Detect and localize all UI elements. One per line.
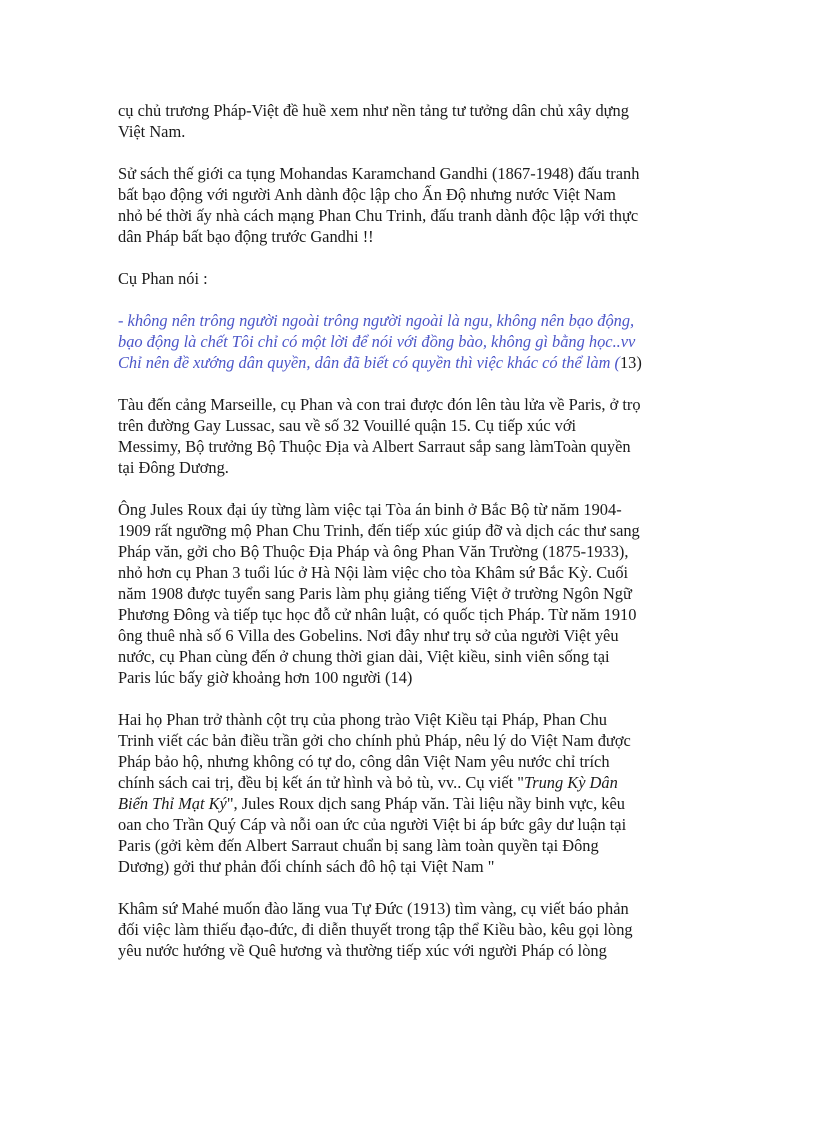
footnote-ref: 13) bbox=[619, 353, 642, 372]
quote-line: - không nên trông người ngoài trông người ngoài là ngu, không nên bạo động, bbox=[118, 311, 635, 330]
work-title: Trung Kỳ Dân bbox=[523, 773, 618, 792]
paragraph-7 bbox=[118, 709, 718, 877]
quote-text: Chỉ nên đề xướng dân quyền, dân đã biết có quyền thì việc khác có thể làm ( bbox=[118, 353, 620, 372]
text-line: trên đường Gay Lussac, sau về số 32 Vouillé quận 15. Cụ tiếp xúc với bbox=[118, 416, 577, 435]
text-line: Pháp bảo hộ, nhưng không có tự do, công dân Việt Nam yêu nước chỉ trích bbox=[118, 752, 610, 771]
text-line: cụ chủ trương Pháp-Việt đề huề xem như nền tảng tư tưởng dân chủ xây dựng bbox=[118, 101, 629, 120]
text-line: Cụ Phan nói : bbox=[118, 269, 208, 288]
quote-paragraph bbox=[118, 310, 718, 373]
paragraph-3 bbox=[118, 268, 718, 289]
text-line: nước, cụ Phan cùng đến ở chung thời gian dài, Việt kiều, sinh viên sống tại bbox=[118, 647, 610, 666]
text-line: dân Pháp bất bạo động trước Gandhi !! bbox=[118, 227, 374, 246]
text-line: bất bạo động với người Anh dành độc lập cho Ấn Độ nhưng nước Việt Nam bbox=[118, 185, 616, 204]
text-line: Sử sách thế giới ca tụng Mohandas Karamchand Gandhi (1867-1948) đấu tranh bbox=[118, 164, 640, 183]
quote-line: bạo động là chết Tôi chỉ có một lời để nói với đồng bào, không gì bằng học..vv bbox=[118, 332, 636, 351]
text-line-with-title bbox=[118, 772, 718, 793]
text-segment: chính sách cai trị, đều bị kết án tử hình và bỏ tù, vv.. Cụ viết " bbox=[118, 773, 524, 792]
text-line: tại Đông Dương. bbox=[118, 458, 229, 477]
text-line: Hai họ Phan trở thành cột trụ của phong trào Việt Kiều tại Pháp, Phan Chu bbox=[118, 710, 607, 729]
text-line: ông thuê nhà số 6 Villa des Gobelins. Nơi đây như trụ sở của người Việt yêu bbox=[118, 626, 619, 645]
paragraph-1 bbox=[118, 100, 718, 142]
paragraph-8 bbox=[118, 898, 718, 961]
document-page bbox=[118, 100, 718, 982]
text-line: Việt Nam. bbox=[118, 122, 186, 141]
paragraph-2 bbox=[118, 163, 718, 247]
text-line: Dương) gởi thư phản đối chính sách đô hộ tại Việt Nam " bbox=[118, 857, 495, 876]
text-line: Ông Jules Roux đại úy từng làm việc tại Tòa án binh ở Bắc Bộ từ năm 1904- bbox=[118, 500, 622, 519]
paragraph-6 bbox=[118, 499, 718, 688]
text-line: Paris (gởi kèm đến Albert Sarraut chuẩn bị sang làm toàn quyền tại Đông bbox=[118, 836, 599, 855]
text-line: Trinh viết các bản điều trần gởi cho chính phủ Pháp, nêu lý do Việt Nam được bbox=[118, 731, 631, 750]
text-line: Tàu đến cảng Marseille, cụ Phan và con trai được đón lên tàu lửa về Paris, ở trọ bbox=[118, 395, 641, 414]
text-line: Pháp văn, gởi cho Bộ Thuộc Địa Pháp và ông Phan Văn Trường (1875-1933), bbox=[118, 542, 629, 561]
text-line: nhỏ hơn cụ Phan 3 tuổi lúc ở Hà Nội làm việc cho tòa Khâm sứ Bắc Kỳ. Cuối bbox=[118, 563, 629, 582]
paragraph-5 bbox=[118, 394, 718, 478]
text-line: oan cho Trần Quý Cáp và nỗi oan ức của người Việt bi áp bức gây dư luận tại bbox=[118, 815, 627, 834]
text-line: Paris lúc bấy giờ khoảng hơn 100 người (14) bbox=[118, 668, 413, 687]
text-line: năm 1908 được tuyển sang Paris làm phụ giảng tiếng Việt ở trường Ngôn Ngữ bbox=[118, 584, 632, 603]
text-line: nhỏ bé thời ấy nhà cách mạng Phan Chu Trinh, đấu tranh dành độc lập với thực bbox=[118, 206, 639, 225]
text-line: Phương Đông và tiếp tục học đỗ cử nhân luật, có quốc tịch Pháp. Từ năm 1910 bbox=[118, 605, 637, 624]
text-line: 1909 rất ngưỡng mộ Phan Chu Trinh, đến tiếp xúc giúp đỡ và dịch các thư sang bbox=[118, 521, 640, 540]
text-line: Khâm sứ Mahé muốn đào lăng vua Tự Đức (1913) tìm vàng, cụ viết báo phản bbox=[118, 899, 629, 918]
text-line: yêu nước hướng về Quê hương và thường tiếp xúc với người Pháp có lòng bbox=[118, 941, 607, 960]
work-title: Biến Thỉ Mạt Ký bbox=[118, 794, 227, 813]
text-line-with-title bbox=[118, 793, 718, 814]
text-line: đối việc làm thiếu đạo-đức, đi diễn thuyết trong tập thể Kiều bào, kêu gọi lòng bbox=[118, 920, 633, 939]
text-segment: ", Jules Roux dịch sang Pháp văn. Tài liệu nầy binh vực, kêu bbox=[226, 794, 625, 813]
quote-line-last bbox=[118, 352, 718, 373]
text-line: Messimy, Bộ trưởng Bộ Thuộc Địa và Albert Sarraut sắp sang làmToàn quyền bbox=[118, 437, 631, 456]
